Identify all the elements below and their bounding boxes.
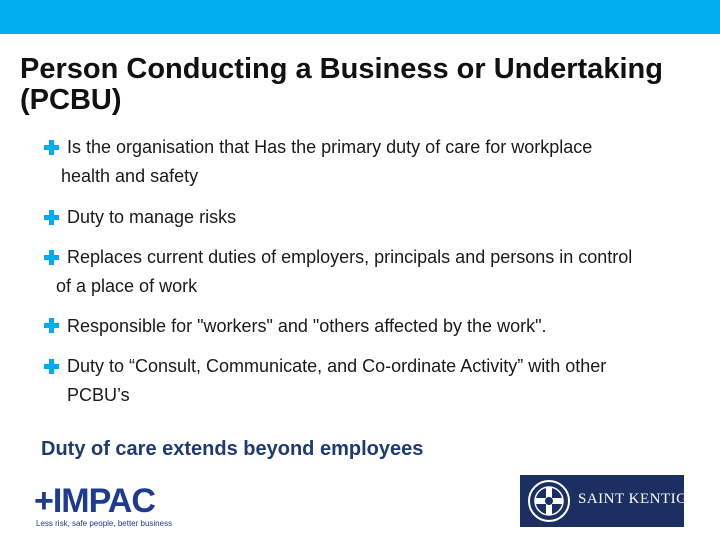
bullet-continuation xyxy=(67,381,130,410)
plus-icon xyxy=(44,318,59,333)
bullet-item xyxy=(67,352,606,381)
slide-title: Person Conducting a Business or Undertaking (PCBU) xyxy=(20,53,663,116)
bullet-item xyxy=(67,243,632,272)
crest-icon xyxy=(527,479,571,523)
bullet-line: health and safety xyxy=(61,166,199,186)
plus-icon xyxy=(44,250,59,265)
bullet-line: Duty to manage risks xyxy=(67,207,237,227)
saint-kentigern-logo xyxy=(520,475,719,527)
impac-wordmark xyxy=(34,484,155,518)
impac-slogan: Less risk, safe people, better business xyxy=(36,519,173,528)
bullet-item xyxy=(67,203,236,232)
bullet-item xyxy=(67,133,592,162)
bullet-line: Duty to “Consult, Communicate, and Co-ordinate Activity” with other xyxy=(67,356,607,376)
bullet-item xyxy=(67,312,546,341)
tagline: Duty of care extends beyond employees xyxy=(41,438,424,460)
bullet-line: Is the organisation that Has the primary duty of care for workplace xyxy=(67,137,593,157)
plus-icon xyxy=(44,140,59,155)
top-accent-bar xyxy=(0,0,720,34)
impac-word: IMPAC xyxy=(52,482,155,520)
bullet-line: Replaces current duties of employers, principals and persons in control xyxy=(67,247,633,267)
plus-icon xyxy=(44,210,59,225)
plus-icon xyxy=(44,359,59,374)
bullet-line: of a place of work xyxy=(56,276,198,296)
saint-kentigern-name: SAINT KENTIGERN xyxy=(578,491,719,507)
bullet-continuation xyxy=(61,162,198,191)
bullet-continuation xyxy=(56,272,197,301)
impac-plus-glyph: + xyxy=(34,482,53,520)
bullet-line: PCBU’s xyxy=(67,385,130,405)
impac-logo xyxy=(34,484,184,530)
bullet-line: Responsible for "workers" and "others affected by the work". xyxy=(67,316,547,336)
